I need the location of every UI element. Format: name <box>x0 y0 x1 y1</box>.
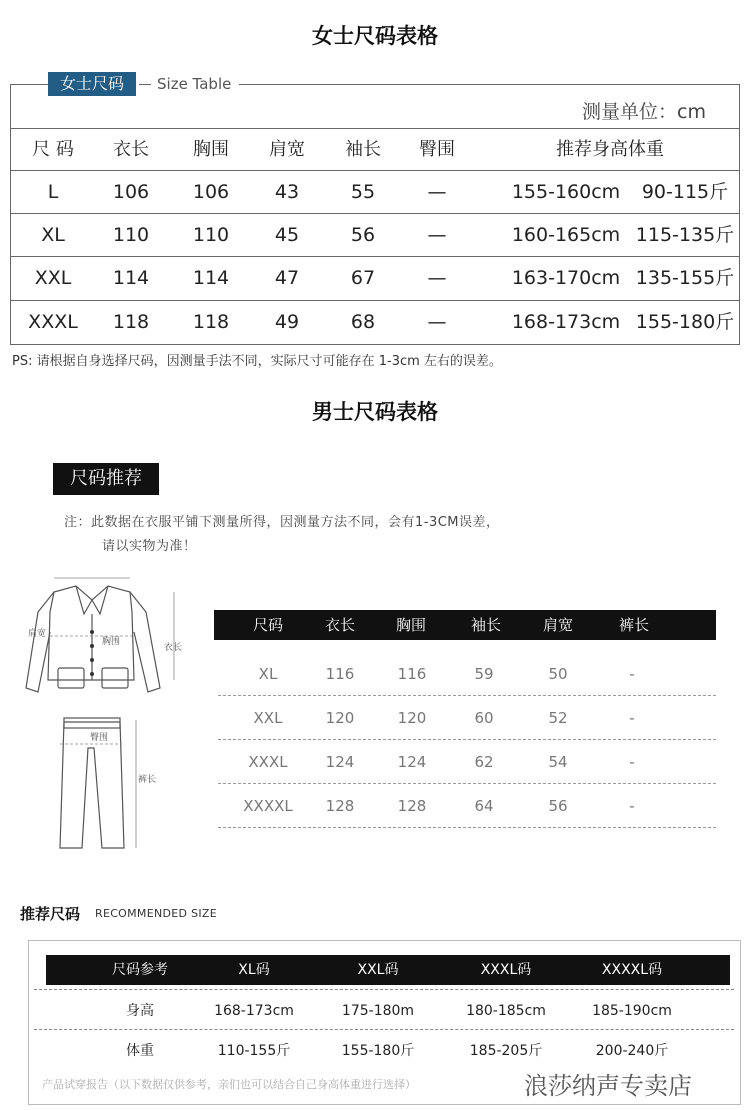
chest-label: 胸围 <box>102 637 121 647</box>
header-hip: 臀围 <box>419 139 455 160</box>
header-size: 尺 码 <box>32 139 74 160</box>
header-xxl: XXL码 <box>357 962 399 978</box>
cell-hip: — <box>427 181 447 203</box>
length-label: 衣长 <box>164 643 183 653</box>
pajama-diagram <box>14 570 194 860</box>
table-row <box>218 740 716 784</box>
cell-shoulder: 54 <box>548 753 568 771</box>
cell-sleeve: 60 <box>474 709 494 727</box>
header-sleeve: 袖长 <box>345 139 381 160</box>
cell-sleeve: 64 <box>474 797 494 815</box>
size-recommend-tag: 尺码推荐 <box>53 463 159 495</box>
cell-length: 114 <box>112 267 150 289</box>
cell-size: XXXL <box>248 753 288 771</box>
header-shoulder: 肩宽 <box>269 139 305 160</box>
cell-shoulder: 49 <box>274 311 300 333</box>
header-sleeve: 袖长 <box>470 616 501 634</box>
men-header-row <box>214 610 716 640</box>
cell-hip: — <box>427 224 447 246</box>
cell-weight: 155-180斤 <box>635 311 735 333</box>
cell-sleeve: 68 <box>350 311 376 333</box>
left-pocket <box>58 668 84 688</box>
cell-weight: 115-135斤 <box>635 224 735 246</box>
cell-shoulder: 50 <box>548 665 568 683</box>
cell-shoulder: 43 <box>274 181 300 203</box>
header-xxxxl: XXXXL码 <box>601 962 663 978</box>
cell-pants: - <box>629 797 635 815</box>
hip-label: 臀围 <box>90 733 109 743</box>
cell-xxxl: 180-185cm <box>466 1003 546 1019</box>
cell-size: XXL <box>253 709 283 727</box>
cell-sleeve: 56 <box>350 224 376 246</box>
cell-size: XXXXL <box>243 797 293 815</box>
table-row <box>10 256 740 299</box>
pants-length-label: 裤长 <box>138 775 157 785</box>
recommended-size-subtitle: RECOMMENDED SIZE <box>95 907 217 920</box>
header-xl: XL码 <box>238 962 270 978</box>
cell-chest: 120 <box>397 709 427 727</box>
cell-xxxxl: 200-240斤 <box>595 1043 669 1059</box>
cell-length: 110 <box>112 224 150 246</box>
cell-chest: 106 <box>192 181 230 203</box>
cell-xxl: 175-180m <box>341 1003 415 1019</box>
cell-chest: 118 <box>192 311 230 333</box>
cell-length: 128 <box>325 797 355 815</box>
table-row <box>218 652 716 696</box>
table-row <box>10 213 740 256</box>
cell-xxl: 155-180斤 <box>341 1043 415 1059</box>
left-sleeve <box>26 592 54 692</box>
cell-sleeve: 59 <box>474 665 494 683</box>
cell-xxxl: 185-205斤 <box>469 1043 543 1059</box>
table-row <box>34 1029 734 1071</box>
header-shoulder: 肩宽 <box>542 616 573 634</box>
table-row <box>218 696 716 740</box>
cell-length: 124 <box>325 753 355 771</box>
table-row <box>10 300 740 343</box>
cell-height: 155-160cm <box>511 181 621 203</box>
cell-length: 106 <box>112 181 150 203</box>
cell-chest: 110 <box>192 224 230 246</box>
trial-report-note: 产品试穿报告（以下数据仅供参考，亲们也可以结合自己身高体重进行选择） <box>42 1078 416 1091</box>
cell-shoulder: 47 <box>274 267 300 289</box>
header-size-ref: 尺码参考 <box>112 962 168 978</box>
cell-length: 120 <box>325 709 355 727</box>
cell-shoulder: 45 <box>274 224 300 246</box>
measure-note-line1: 注：此数据在衣服平铺下测量所得，因测量方法不同，会有1-3CM误差， <box>64 515 500 530</box>
cell-sleeve: 67 <box>350 267 376 289</box>
cell-height: 160-165cm <box>511 224 621 246</box>
measure-unit: 测量单位：cm <box>582 101 706 123</box>
header-length: 衣长 <box>113 139 149 160</box>
cell-pants: - <box>629 709 635 727</box>
header-chest: 胸围 <box>193 139 229 160</box>
cell-chest: 114 <box>192 267 230 289</box>
cell-xxxxl: 185-190cm <box>592 1003 672 1019</box>
cell-size: XXL <box>34 267 72 289</box>
table-row <box>218 784 716 828</box>
cell-sleeve: 62 <box>474 753 494 771</box>
women-size-title: 女士尺码表格 <box>312 24 438 48</box>
shoulder-label: 肩宽 <box>28 629 47 639</box>
cell-size: XL <box>258 665 278 683</box>
cell-xl: 110-155斤 <box>217 1043 291 1059</box>
cell-chest: 116 <box>397 665 427 683</box>
header-pants: 裤长 <box>618 616 649 634</box>
header-chest: 胸围 <box>395 616 426 634</box>
table-row <box>34 989 734 1031</box>
cell-xl: 168-173cm <box>214 1003 294 1019</box>
header-recommend: 推荐身高体重 <box>556 139 664 160</box>
women-size-note: PS: 请根据自身选择尺码，因测量手法不同，实际尺寸可能存在 1-3cm 左右的误差。 <box>12 354 502 369</box>
cell-weight: 90-115斤 <box>641 181 729 203</box>
women-header-row <box>10 128 740 171</box>
cell-label: 身高 <box>126 1003 154 1019</box>
waistband <box>64 718 120 728</box>
header-xxxl: XXXL码 <box>480 962 532 978</box>
cell-sleeve: 55 <box>350 181 376 203</box>
recommended-header-row <box>46 955 730 985</box>
shop-name-watermark: 浪莎纳声专卖店 <box>524 1072 692 1100</box>
cell-height: 168-173cm <box>511 311 621 333</box>
measure-note-line2: 请以实物为准！ <box>102 539 197 554</box>
men-size-title: 男士尺码表格 <box>312 400 438 424</box>
cell-weight: 135-155斤 <box>635 267 735 289</box>
cell-pants: - <box>629 753 635 771</box>
cell-pants: - <box>629 665 635 683</box>
header-length: 衣长 <box>324 616 355 634</box>
header-size: 尺码 <box>252 616 283 634</box>
cell-size: L <box>47 181 59 203</box>
cell-chest: 128 <box>397 797 427 815</box>
right-pocket <box>102 668 128 688</box>
size-table-subtitle: Size Table <box>136 75 239 93</box>
cell-hip: — <box>427 267 447 289</box>
cell-height: 163-170cm <box>511 267 621 289</box>
cell-label: 体重 <box>126 1043 154 1059</box>
cell-chest: 124 <box>397 753 427 771</box>
cell-shoulder: 52 <box>548 709 568 727</box>
cell-shoulder: 56 <box>548 797 568 815</box>
cell-hip: — <box>427 311 447 333</box>
cell-length: 116 <box>325 665 355 683</box>
cell-size: XL <box>41 224 65 246</box>
table-row <box>10 170 740 213</box>
cell-size: XXXL <box>28 311 78 333</box>
women-size-tab: 女士尺码 <box>48 72 136 96</box>
recommended-size-title: 推荐尺码 <box>20 905 81 923</box>
cell-length: 118 <box>112 311 150 333</box>
